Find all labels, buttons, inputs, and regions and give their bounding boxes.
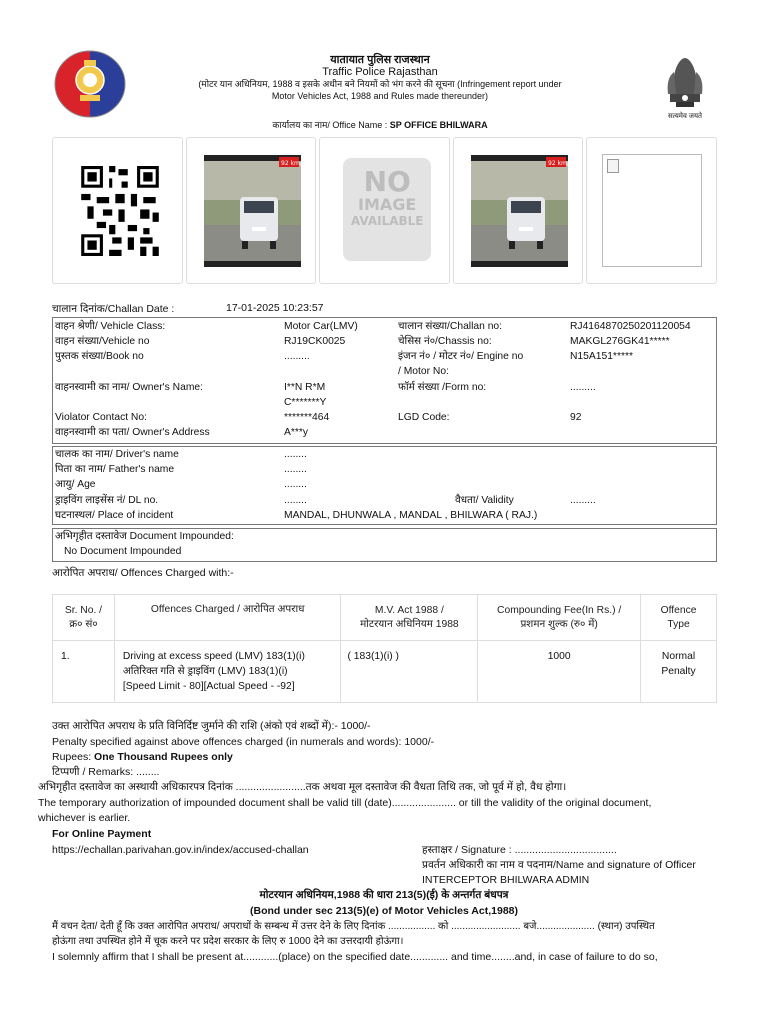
emblem-caption: सत्यमेव जयते (667, 113, 703, 120)
no-image-text-2: IMAGE (358, 195, 417, 214)
bond-english-1: I solemnly affirm that I shall be present at............(place) on the specified date............. and time........and, in case of failure to do so, (52, 951, 658, 963)
temp-auth-hindi: अभिगृहीत दस्तावेज का अस्थायी अधिकारपत्र दिनांक ........................तक अथवा मूल दस्तावेज की वैधता तिथि तक, जो पूर्व में हो, वैध होगा। (38, 781, 567, 793)
vehicle-photo-1 (204, 155, 306, 267)
broken-image-card (586, 137, 717, 284)
chassis-value: MAKGL276GK41***** (570, 336, 670, 347)
title-english: Traffic Police Rajasthan (322, 66, 438, 78)
penalty-english: Penalty specified against above offences charged (in numerals and words): 1000/- (52, 736, 435, 748)
office-label: कार्यालय का नाम/ Office Name : (272, 120, 390, 130)
offence-sr: 1. (53, 641, 115, 703)
dl-no-label: ड्राइविंग लाइसेंस नं/ DL no. (55, 495, 159, 506)
engine-no-value: N15A151***** (570, 351, 633, 362)
subtitle-line-1: (मोटर यान अधिनियम, 1988 व इसके अधीन बने नियमों को भंग करने की सूचना (Infringement report under (198, 79, 562, 89)
book-no-value: ......... (284, 351, 310, 362)
chassis-label: चेसिस नं०/Chassis no: (398, 336, 492, 347)
national-emblem (660, 44, 710, 124)
vehicle-class-value: Motor Car(LMV) (284, 321, 358, 332)
lgd-code-label: LGD Code: (398, 412, 450, 423)
offences-table (52, 594, 717, 703)
lgd-code-value: 92 (570, 412, 582, 423)
officer-name: INTERCEPTOR BHILWARA ADMIN (422, 874, 590, 886)
speed-overlay-1: 92 km/h (280, 160, 306, 167)
bond-hindi-2: होऊंगा तथा उपस्थित होने में चूक करने पर प्रदेश सरकार के लिए रु 1000 देने का उत्तरदायी होऊंगा। (52, 936, 404, 947)
no-image-text-1: NO (363, 165, 411, 198)
online-payment-url[interactable]: https://echallan.parivahan.gov.in/index/accused-challan (52, 844, 309, 856)
form-no-value: ......... (570, 382, 596, 393)
header-type: Offence Type (641, 595, 717, 641)
vehicle-photo-2 (471, 155, 573, 267)
document-header (0, 0, 768, 135)
office-value: SP OFFICE BHILWARA (389, 120, 488, 130)
ashoka-emblem-icon (662, 44, 708, 110)
engine-no-label-2: / Motor No: (398, 366, 449, 377)
father-name-value: ........ (284, 464, 307, 475)
bond-hindi-1: मैं वचन देता/ देती हूँ कि उक्त आरोपित अपराध/ अपराधों के सम्बन्ध में उत्तर देने के लिए दिनांक ................. को ......................... बजे..................... (स्थान) उपस्थित (52, 921, 655, 932)
impound-label: अभिगृहीत दस्तावेज Document Impounded: (55, 531, 234, 542)
validity-value: ......... (570, 495, 596, 506)
place-label: घटनास्थल/ Place of incident (55, 510, 174, 521)
subtitle-line-2: Motor Vehicles Act, 1988 and Rules made thereunder) (271, 91, 489, 101)
header-fee: Compounding Fee(In Rs.) / प्रशमन शुल्क (रु० में) (478, 595, 641, 641)
form-no-label: फॉर्म संख्या /Form no: (398, 382, 487, 393)
signature-line: हस्ताक्षर / Signature : ................................... (422, 844, 617, 856)
penalty-hindi: उक्त आरोपित अपराध के प्रति विनिर्दिष्ट जुर्माने की राशि (अंको एवं शब्दों में):- 1000/- (52, 720, 371, 732)
engine-no-label-1: इंजन नं० / मोटर नं०/ Engine no (398, 351, 524, 362)
challan-date-label: चालान दिनांक/Challan Date : (52, 303, 175, 315)
temp-auth-english-1: The temporary authorization of impounded document shall be valid till (date)...................... or till the validity of the original document, (38, 797, 652, 809)
dl-no-value: ........ (284, 495, 307, 506)
header-mv-act: M.V. Act 1988 / मोटरयान अधिनियम 1988 (341, 595, 478, 641)
driver-name-label: चालक का नाम/ Driver's name (55, 449, 179, 460)
owner-name-label: वाहनस्वामी का नाम/ Owner's Name: (55, 382, 203, 393)
age-value: ........ (284, 479, 307, 490)
offence-act: ( 183(1)(i) ) (341, 641, 478, 703)
offence-fee: 1000 (478, 641, 641, 703)
challan-no-label: चालान संख्या/Challan no: (398, 321, 503, 332)
table-row (53, 641, 717, 703)
offence-desc: Driving at excess speed (LMV) 183(1)(i) अतिरिक्त गति से ड्राइविंग (LMV) 183(1)(i) [Speed Limit - 80][Actual Speed - -92] (114, 641, 341, 703)
speed-camera-photo-2 (453, 137, 584, 284)
header-text (180, 54, 580, 102)
book-no-label: पुस्तक संख्या/Book no (55, 351, 144, 362)
challan-no-value: RJ416487025020112005​4 (570, 321, 691, 332)
validity-label: वैधता/ Validity (455, 495, 514, 506)
place-value: MANDAL, DHUNWALA , MANDAL , BHILWARA ( RAJ.) (284, 510, 538, 521)
driver-name-value: ........ (284, 449, 307, 460)
impound-value: No Document Impounded (64, 546, 182, 557)
rupees-line: Rupees: One Thousand Rupees only (52, 751, 233, 763)
temp-auth-english-2: whichever is earlier. (38, 812, 131, 824)
office-name (180, 118, 580, 131)
age-label: आयु/ Age (55, 479, 96, 490)
qr-code-icon (81, 166, 159, 256)
contact-no-label: Violator Contact No: (55, 412, 147, 423)
owner-address-value: A***y (284, 427, 309, 438)
rajasthan-police-logo (54, 50, 126, 118)
offences-header-row (53, 595, 717, 641)
vehicle-no-label: वाहन संख्या/Vehicle no (55, 336, 150, 347)
father-name-label: पिता का नाम/ Father's name (55, 464, 175, 475)
evidence-images (52, 137, 717, 285)
header-offence: Offences Charged / आरोपित अपराध (114, 595, 341, 641)
qr-code-card (52, 137, 183, 284)
title-hindi: यातायात पुलिस राजस्थान (330, 54, 430, 66)
bond-title-english: (Bond under sec 213(5)(e) of Motor Vehicles Act,1988) (249, 905, 518, 917)
officer-name-label: प्रवर्तन अधिकारी का नाम व पदनाम/Name and signature of Officer (422, 859, 696, 871)
remarks-line: टिप्पणी / Remarks: ........ (52, 766, 160, 778)
challan-date-value: 17-01-2025 10:23:57 (226, 302, 324, 314)
owner-address-label: वाहनस्वामी का पता/ Owner's Address (55, 427, 210, 438)
speed-overlay-2: 92 km/h (547, 160, 573, 167)
no-image-placeholder (343, 158, 431, 261)
bond-title-hindi: मोटरयान अधिनियम,1988 की धारा 213(5)(ई) के अन्तर्गत बंधपत्र (259, 889, 509, 901)
no-image-text-3: AVAILABLE (350, 214, 424, 228)
speed-camera-photo-1 (186, 137, 317, 284)
broken-image-icon (607, 159, 619, 173)
online-payment-label: For Online Payment (52, 828, 152, 840)
offences-label: आरोपित अपराध/ Offences Charged with:- (52, 567, 234, 579)
vehicle-no-value: RJ19CK0025 (284, 336, 346, 347)
owner-name-value-2: C*******Y (284, 397, 327, 408)
contact-no-value: *******464 (284, 412, 330, 423)
offence-type: Normal Penalty (641, 641, 717, 703)
header-sr-no: Sr. No. / क्र० सं० (53, 595, 115, 641)
vehicle-class-label: वाहन श्रेणी/ Vehicle Class: (55, 321, 166, 332)
broken-image (602, 154, 702, 267)
challan-date-row (52, 302, 452, 316)
no-image-card (319, 137, 450, 284)
owner-name-value-1: I**N R*M (284, 382, 326, 393)
